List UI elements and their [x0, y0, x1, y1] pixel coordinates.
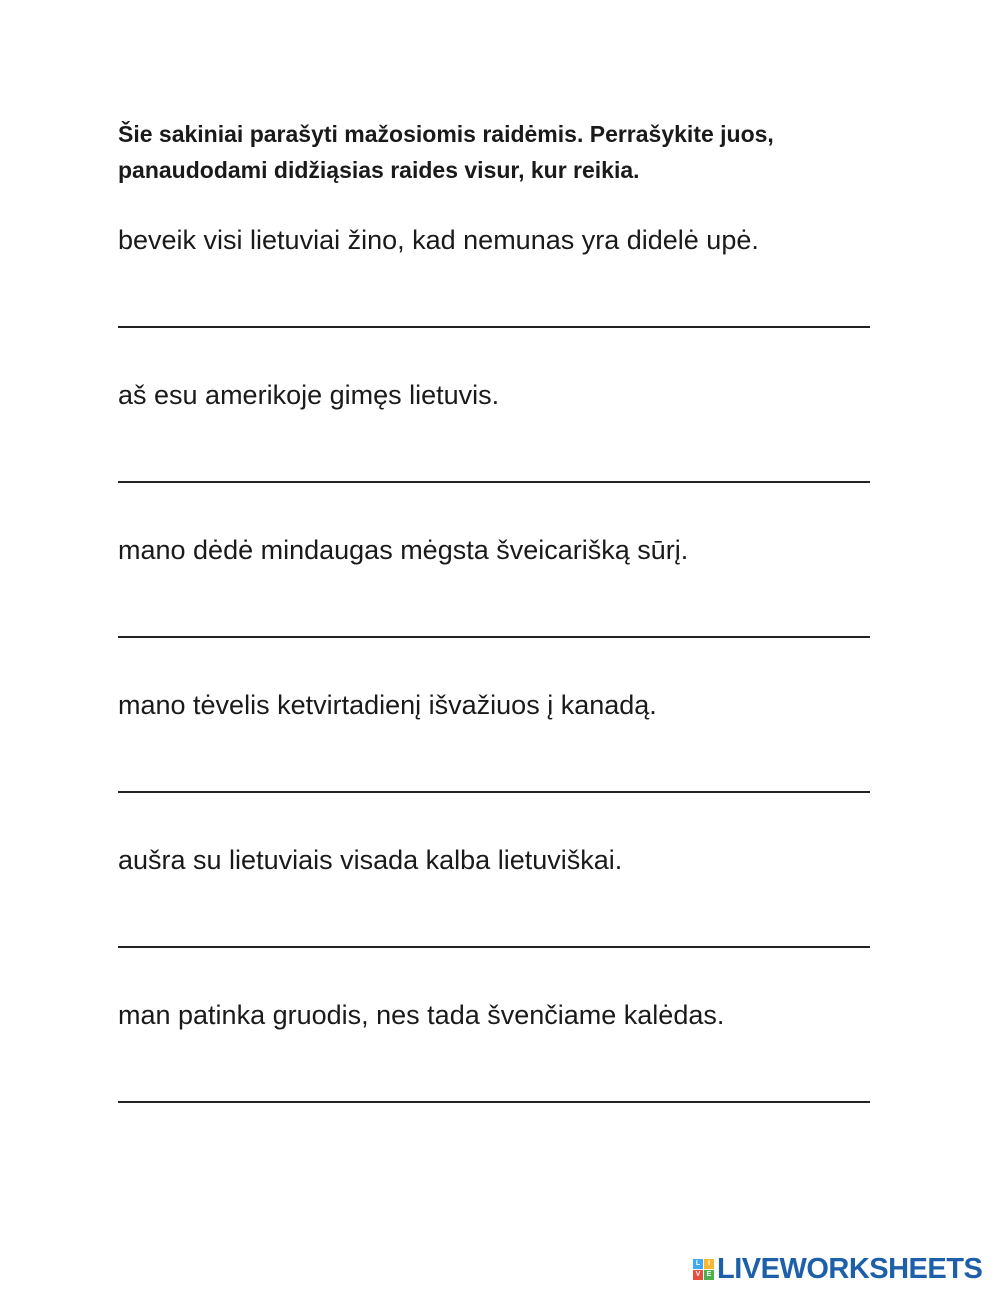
- exercise-sentence: aušra su lietuviais visada kalba lietuviškai.: [118, 845, 623, 875]
- liveworksheets-logo: [693, 1254, 982, 1284]
- answer-input[interactable]: [118, 791, 870, 793]
- exercise-sentence: man patinka gruodis, nes tada švenčiame kalėdas.: [118, 1000, 725, 1030]
- answer-input[interactable]: [118, 1101, 870, 1103]
- logo-letter-i: I: [704, 1259, 714, 1269]
- exercise-item: [118, 375, 870, 530]
- exercise-item: [118, 995, 870, 1150]
- logo-letter-e: E: [704, 1270, 714, 1280]
- exercise-list: [118, 220, 870, 1150]
- answer-input[interactable]: [118, 636, 870, 638]
- exercise-item: [118, 685, 870, 840]
- logo-letter-l: L: [693, 1259, 703, 1269]
- logo-letter-v: V: [693, 1270, 703, 1280]
- instructions-line-2: panaudodami didžiąsias raides visur, kur reikia.: [118, 157, 640, 183]
- answer-input[interactable]: [118, 481, 870, 483]
- exercise-sentence: aš esu amerikoje gimęs lietuvis.: [118, 380, 500, 410]
- liveworksheets-logo-icon: [693, 1259, 714, 1280]
- exercise-sentence: mano dėdė mindaugas mėgsta šveicarišką sūrį.: [118, 535, 689, 565]
- instructions: [118, 116, 898, 188]
- brand-name: LIVEWORKSHEETS: [717, 1253, 983, 1285]
- exercise-item: [118, 530, 870, 685]
- answer-input[interactable]: [118, 946, 870, 948]
- answer-input[interactable]: [118, 326, 870, 328]
- exercise-item: [118, 840, 870, 995]
- instructions-line-1: Šie sakiniai parašyti mažosiomis raidėmis. Perrašykite juos,: [118, 121, 774, 147]
- exercise-sentence: mano tėvelis ketvirtadienį išvažiuos į kanadą.: [118, 690, 657, 720]
- exercise-sentence: beveik visi lietuviai žino, kad nemunas yra didelė upė.: [118, 225, 759, 255]
- exercise-item: [118, 220, 870, 375]
